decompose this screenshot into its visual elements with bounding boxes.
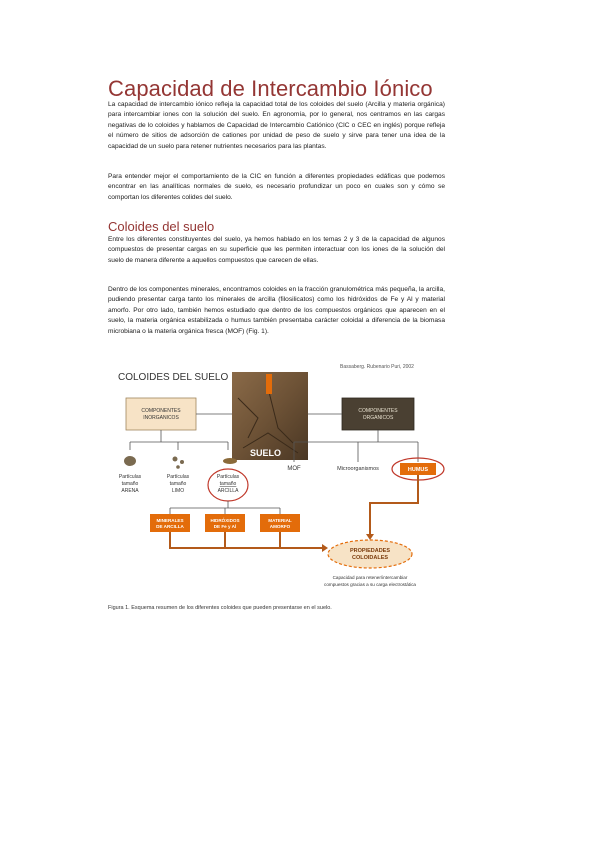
arena-particle-icon (124, 456, 136, 466)
arrow-humus-to-properties (370, 475, 418, 534)
limo-particle-icon (173, 457, 178, 462)
arcilla-particle-icon (223, 458, 237, 464)
humus-label: HUMUS (407, 467, 429, 473)
properties-ellipse (328, 540, 412, 568)
properties-label-2: COLOIDALES (351, 555, 389, 561)
figure-caption: Figura 1. Esquema resumen de los diferentes coloides que pueden presentarse en el suelo. (108, 605, 332, 611)
hidroxidos-label-1: HIDRÓXIDOS (210, 518, 240, 523)
figure-source: Bassaberg. Rubenario Puri, 2002 (340, 364, 414, 370)
limo-particle-icon (180, 460, 184, 464)
figure-soil-colloids (108, 358, 450, 598)
microorganisms-label: Microorganismos (337, 466, 379, 472)
inorganic-box (126, 398, 196, 430)
inorganic-label-2: INORGANICOS (143, 415, 179, 421)
paragraph-constituents: Entre los diferentes constituyentes del suelo, ya hemos hablado en los temas 2 y 3 de la capacidad de algunos compuestos de presentar cargas en su superficie que les permiten interactuar con los iones de la solución del suelo de manera diferente a aquellos compuestos que carecen de ellas. (108, 236, 445, 264)
hidroxidos-box (205, 514, 245, 532)
limo-label-1: Partículas (166, 474, 190, 480)
inorganic-label-1: COMPONENTES (141, 408, 181, 414)
minerales-box (150, 514, 190, 532)
soil-label: SUELO (250, 448, 282, 458)
section-subtitle: Coloides del suelo (108, 219, 215, 234)
organic-box (342, 398, 414, 430)
soil-marker (266, 374, 272, 394)
paragraph-intro: La capacidad de intercambio iónico refleja la capacidad total de los coloides del suelo (Arcilla y materia orgánica) para intercambiar iones con la solución del suelo. En agronomía, por lo general, nos centramos en las cargas negativas de lo coloides y hablamos de Capacidad de Intercambio Catiónico (CIC o CEC en inglés) porque refleja el número de sitios de adsorción de cationes por unidad de peso de suelo y sirve para tener una idea de la capacidad de un suelo para retener nutrientes necesarios para las plantas. (108, 101, 445, 150)
organic-label-2: ORGANICOS (362, 415, 394, 421)
diagram-svg (108, 358, 450, 598)
limo-label-2: tamaño (169, 481, 187, 487)
arena-label-3: ARENA (121, 488, 139, 494)
minerales-label-1: MINERALES (156, 518, 184, 523)
arcilla-label-1: Partículas (216, 474, 240, 480)
paragraph-minerals: Dentro de los componentes minerales, encontramos coloides en la fracción granulométrica más pequeña, la arcilla, pudiendo presentar carga tanto los minerales de arcilla (filosilicatos) como los hidróxidos de Fe y Al y material amorfo. Por otro lado, también hemos estudiado que dentro de los compuestos orgánicos que aparecen en el suelo, la materia orgánica estabilizada o humus también presentaba carácter coloidal a diferencia de la biomasa microbiana o la materia orgánica fresca (MOF) (Fig. 1). (108, 286, 445, 335)
arena-label-2: tamaño (121, 481, 139, 487)
properties-label-1: PROPIEDADES (349, 548, 391, 554)
organic-label-1: COMPONENTES (358, 408, 398, 414)
arrowhead-clay (322, 544, 328, 552)
minerales-label-2: DE ARCILLA (156, 524, 184, 529)
limo-particle-icon (176, 465, 180, 469)
arcilla-label-3: ARCILLA (217, 488, 239, 494)
hidroxidos-label-2: DE Fe y Al (213, 524, 237, 529)
figure-title: COLOIDES DEL SUELO (118, 372, 229, 383)
arrow-clay-to-properties (170, 532, 322, 548)
properties-note-1: Capacidad para retener/intercambiar (332, 575, 408, 580)
mof-label: MOF (287, 466, 301, 472)
limo-label-3: LIMO (171, 488, 185, 494)
amorfo-box (260, 514, 300, 532)
page-title: Capacidad de Intercambio Iónico (108, 76, 433, 101)
arcilla-label-2: tamaño (219, 481, 237, 487)
arena-label-1: Partículas (118, 474, 142, 480)
properties-note-2: compuestos gracias a su carga electrostática (324, 582, 416, 587)
amorfo-label-2: AMORFO (269, 524, 291, 529)
amorfo-label-1: MATERIAL (268, 518, 292, 523)
arrowhead-humus (366, 534, 374, 540)
paragraph-cic: Para entender mejor el comportamiento de la CIC en función a diferentes propiedades edáficas que podemos encontrar en las analíticas normales de suelo, es necesario profundizar un poco en cuales son y cómo se comportan los diferentes colides del suelo. (108, 173, 445, 201)
